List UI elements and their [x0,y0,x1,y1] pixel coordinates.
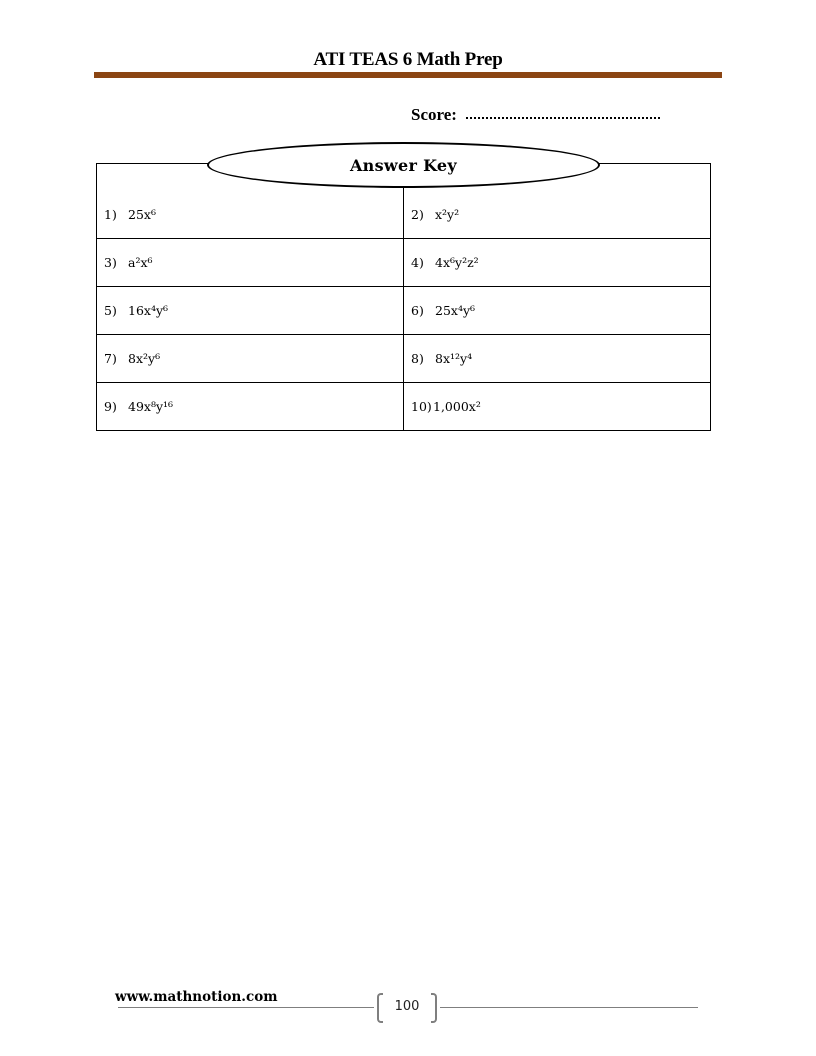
answer-number: 7) [104,351,117,366]
footer-website: www.mathnotion.com [115,989,278,1005]
score-blank-line [466,117,660,119]
answer-expression: 25x⁴y⁶ [435,303,476,318]
answer-expression: a²x⁶ [128,255,153,270]
answer-expression: 16x⁴y⁶ [128,303,169,318]
page-number: 100 [394,999,420,1014]
answer-expression: 8x¹²y⁴ [435,351,473,366]
answer-cell [97,191,404,239]
answer-number: 5) [104,303,117,318]
answer-number: 3) [104,255,117,270]
header-rule [94,72,722,78]
answer-number: 10) [411,399,432,414]
answer-cell [404,287,711,335]
page-number-bracket-left [377,993,383,1023]
answer-expression: 25x⁶ [128,207,156,222]
answer-key-title: Answer Key [349,156,458,175]
header-rule-bar [94,72,722,78]
answer-cell [404,383,711,431]
answer-number: 6) [411,303,424,318]
answer-key-title-oval [207,142,600,188]
answer-expression: 8x²y⁶ [128,351,161,366]
page-number-bracket-right [431,993,437,1023]
answer-expression: x²y² [435,207,460,222]
page-header-title: ATI TEAS 6 Math Prep [313,49,503,70]
answer-key-table [96,163,711,431]
table-row [97,335,711,383]
answer-expression: 49x⁸y¹⁶ [128,399,174,414]
answer-cell [404,191,711,239]
table-row [97,239,711,287]
answer-cell [97,287,404,335]
answer-cell [97,335,404,383]
answer-cell [404,239,711,287]
table-row [97,191,711,239]
score-label: Score: [411,105,457,124]
answer-expression: 4x⁶y²z² [435,255,479,270]
answer-number: 8) [411,351,424,366]
answer-number: 4) [411,255,424,270]
answer-number: 9) [104,399,117,414]
footer-rule-left [118,1007,374,1008]
answer-number: 1) [104,207,117,222]
answer-cell [97,239,404,287]
answer-number: 2) [411,207,424,222]
table-row [97,383,711,431]
table-row [97,287,711,335]
footer-rule-right [440,1007,698,1008]
answer-expression: 1,000x² [433,399,481,414]
answer-cell [404,335,711,383]
answer-cell [97,383,404,431]
